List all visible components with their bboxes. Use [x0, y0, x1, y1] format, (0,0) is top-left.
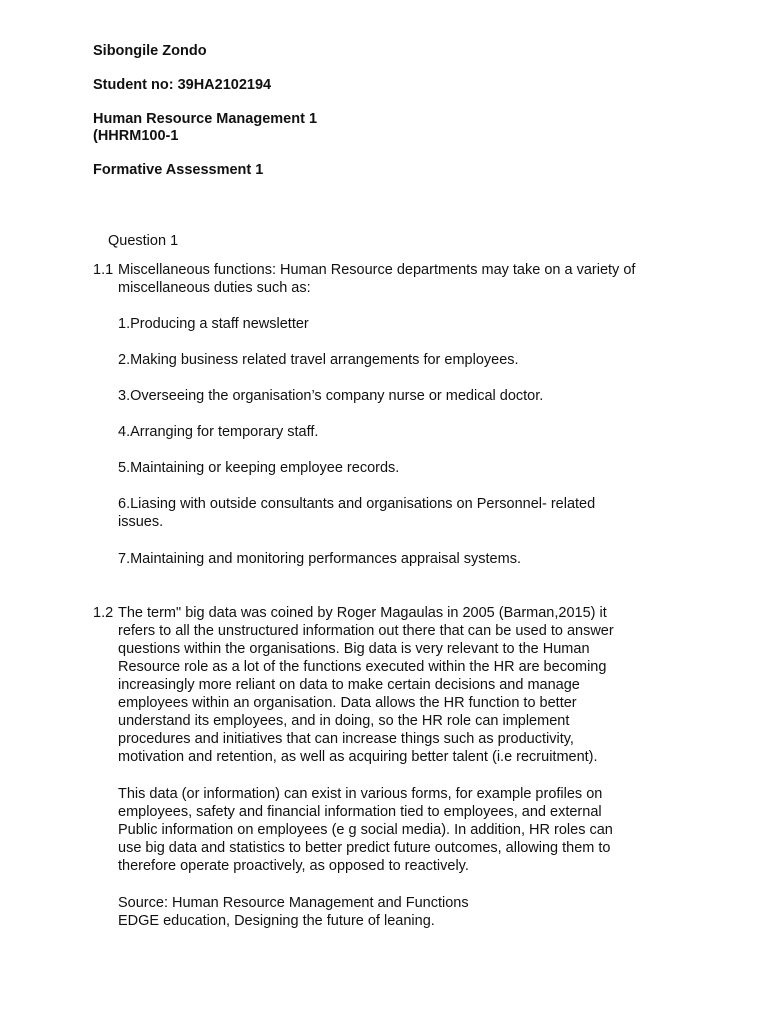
paragraph-line: questions within the organisations. Big data is very relevant to the Human	[118, 641, 590, 657]
list-item-text: 6.Liasing with outside consultants and organisations on Personnel- related	[118, 496, 596, 512]
section-1-2-paragraph-2	[118, 785, 693, 875]
list-item-text: 1.Producing a staff newsletter	[118, 316, 309, 332]
paragraph-line: Public information on employees (e g social media). In addition, HR roles can	[118, 822, 613, 838]
list-item	[118, 387, 693, 405]
paragraph-line: therefore operate proactively, as opposed to reactively.	[118, 858, 469, 874]
question-title: Question 1	[108, 233, 179, 249]
course-title: Human Resource Management 1	[93, 111, 318, 127]
list-item	[118, 550, 693, 568]
list-item-text: 3.Overseeing the organisation’s company nurse or medical doctor.	[118, 388, 544, 404]
list-item-text: 2.Making business related travel arrangements for employees.	[118, 352, 519, 368]
list-item	[118, 351, 693, 369]
paragraph-line: motivation and retention, as well as acquiring better talent (i.e recruitment).	[118, 749, 598, 765]
list-item	[118, 423, 693, 441]
student-name: Sibongile Zondo	[93, 43, 207, 59]
section-1-1-intro-line: miscellaneous duties such as:	[118, 280, 311, 296]
section-1-1-number: 1.1	[93, 262, 114, 278]
paragraph-line: refers to all the unstructured information out there that can be used to answer	[118, 623, 614, 639]
list-item-text: 5.Maintaining or keeping employee records.	[118, 460, 400, 476]
paragraph-line: increasingly more reliant on data to make certain decisions and manage	[118, 677, 580, 693]
paragraph-line: employees within an organisation. Data allows the HR function to better	[118, 695, 577, 711]
section-1-2-paragraph-1	[118, 604, 693, 766]
student-number: Student no: 39HA2102194	[93, 77, 272, 93]
paragraph-line: The term" big data was coined by Roger Magaulas in 2005 (Barman,2015) it	[118, 605, 607, 621]
paragraph-line: use big data and statistics to better predict future outcomes, allowing them to	[118, 840, 611, 856]
section-1-1-intro-line: Miscellaneous functions: Human Resource departments may take on a variety of	[118, 262, 636, 278]
source-citation	[118, 894, 693, 930]
course-code: (HHRM100-1	[93, 128, 179, 144]
assessment-title: Formative Assessment 1	[93, 162, 264, 178]
source-line: EDGE education, Designing the future of leaning.	[118, 913, 435, 929]
list-item-text: issues.	[118, 514, 164, 530]
section-1-1-intro	[118, 261, 693, 297]
source-line: Source: Human Resource Management and Functions	[118, 895, 469, 911]
paragraph-line: procedures and initiatives that can increase things such as productivity,	[118, 731, 574, 747]
paragraph-line: Resource role as a lot of the functions executed within the HR are becoming	[118, 659, 607, 675]
paragraph-line: understand its employees, and in doing, so the HR role can implement	[118, 713, 570, 729]
list-item-text: 7.Maintaining and monitoring performances appraisal systems.	[118, 551, 521, 567]
list-item	[118, 315, 693, 333]
section-1-2-number: 1.2	[93, 605, 114, 621]
paragraph-line: This data (or information) can exist in various forms, for example profiles on	[118, 786, 603, 802]
list-item-text: 4.Arranging for temporary staff.	[118, 424, 319, 440]
paragraph-line: employees, safety and financial information tied to employees, and external	[118, 804, 602, 820]
list-item	[118, 459, 693, 477]
list-item	[118, 495, 693, 531]
